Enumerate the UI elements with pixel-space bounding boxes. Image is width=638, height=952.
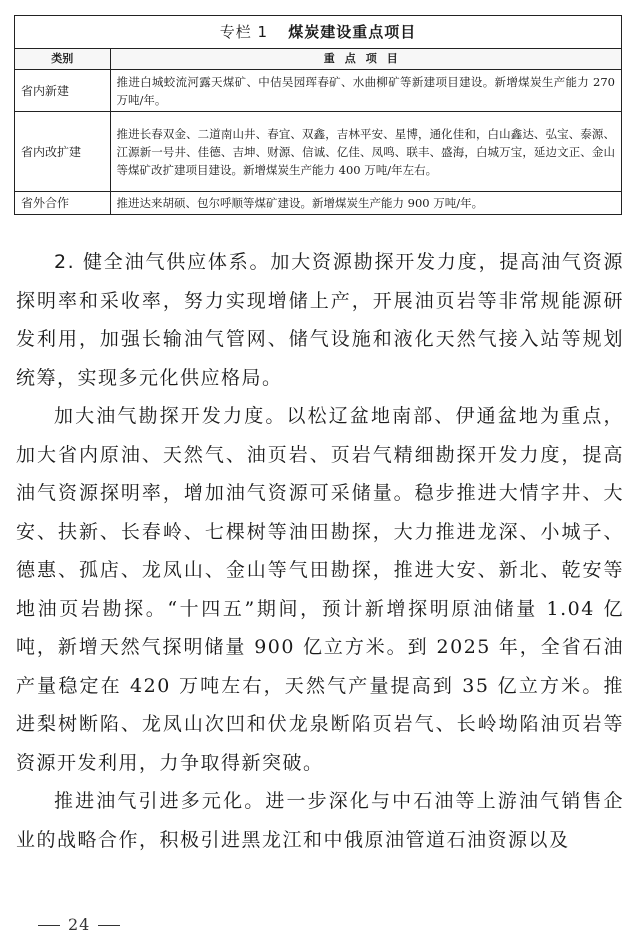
paragraph xyxy=(16,243,624,397)
paragraph-text: 加大资源勘探开发力度，提高油气资源探明率和采收率，努力实现增储上产，开展油页岩等非常规能源研发利用，加强长输油气管网、储气设施和液化天然气接入站等规划统筹，实现多元化供应格局。 xyxy=(16,251,624,389)
box-title xyxy=(15,16,621,49)
page-number-value: 24 xyxy=(68,915,91,934)
table-row xyxy=(15,70,621,112)
box-number: 专栏 1 xyxy=(219,23,269,41)
table-row xyxy=(15,192,621,215)
project-box xyxy=(14,15,622,215)
body-text xyxy=(16,243,624,859)
paragraph-lead: 推进油气引进多元化。 xyxy=(54,790,266,812)
paragraph-lead: 2. 健全油气供应体系。 xyxy=(54,251,271,273)
box-title-text: 煤炭建设重点项目 xyxy=(288,23,417,41)
header-key-projects: 重点项目 xyxy=(110,49,621,70)
paragraph-lead: 加大油气勘探开发力度。 xyxy=(54,405,287,427)
table-row xyxy=(15,112,621,192)
project-table xyxy=(15,49,621,214)
row-category: 省外合作 xyxy=(15,192,110,215)
table-header-row xyxy=(15,49,621,70)
page-number-dash-right xyxy=(98,925,120,926)
paragraph-text: 进一步深化与中石油等上游油气销售企业的战略合作，积极引进黑龙江和中俄原油管道石油资源以及 xyxy=(16,790,624,851)
paragraph xyxy=(16,782,624,859)
page-number xyxy=(30,915,128,934)
header-category: 类别 xyxy=(15,49,110,70)
row-description: 推进白城蛟流河露天煤矿、中佶吴园珲春矿、水曲柳矿等新建项目建设。新增煤炭生产能力 270 万吨/年。 xyxy=(110,70,621,112)
row-category: 省内新建 xyxy=(15,70,110,112)
row-description: 推进长春双金、二道南山井、春宜、双鑫，吉林平安、星博，通化佳和，白山鑫达、弘宝、泰源、江源新一号井、佳德、吉坤、财源、信诚、亿佳、凤鸣、联丰、盛海，白城万宝，延边文正、金山等煤矿改扩建项目建设。新增煤炭生产能力 400 万吨/年左右。 xyxy=(110,112,621,192)
paragraph xyxy=(16,397,624,782)
row-description: 推进达来胡硕、包尔呼顺等煤矿建设。新增煤炭生产能力 900 万吨/年。 xyxy=(110,192,621,215)
paragraph-text: 以松辽盆地南部、伊通盆地为重点，加大省内原油、天然气、油页岩、页岩气精细勘探开发力度，提高油气资源探明率，增加油气资源可采储量。稳步推进大情字井、大安、扶新、长春岭、七棵树等油田勘探，大力推进龙深、小城子、德惠、孤店、龙凤山、金山等气田勘探，推进大安、新北、乾安等地油页岩勘探。“十四五”期间，预计新增探明原油储量 1.04 亿吨，新增天然气探明储量 900 亿立方米。到 2025 年，全省石油产量稳定在 420 万吨左右，天然气产量提高到 35 亿立方米。推进梨树断陷、龙凤山次凹和伏龙泉断陷页岩气、长岭坳陷油页岩等资源开发利用，力争取得新突破。 xyxy=(16,405,624,774)
row-category: 省内改扩建 xyxy=(15,112,110,192)
page-number-dash-left xyxy=(38,925,60,926)
